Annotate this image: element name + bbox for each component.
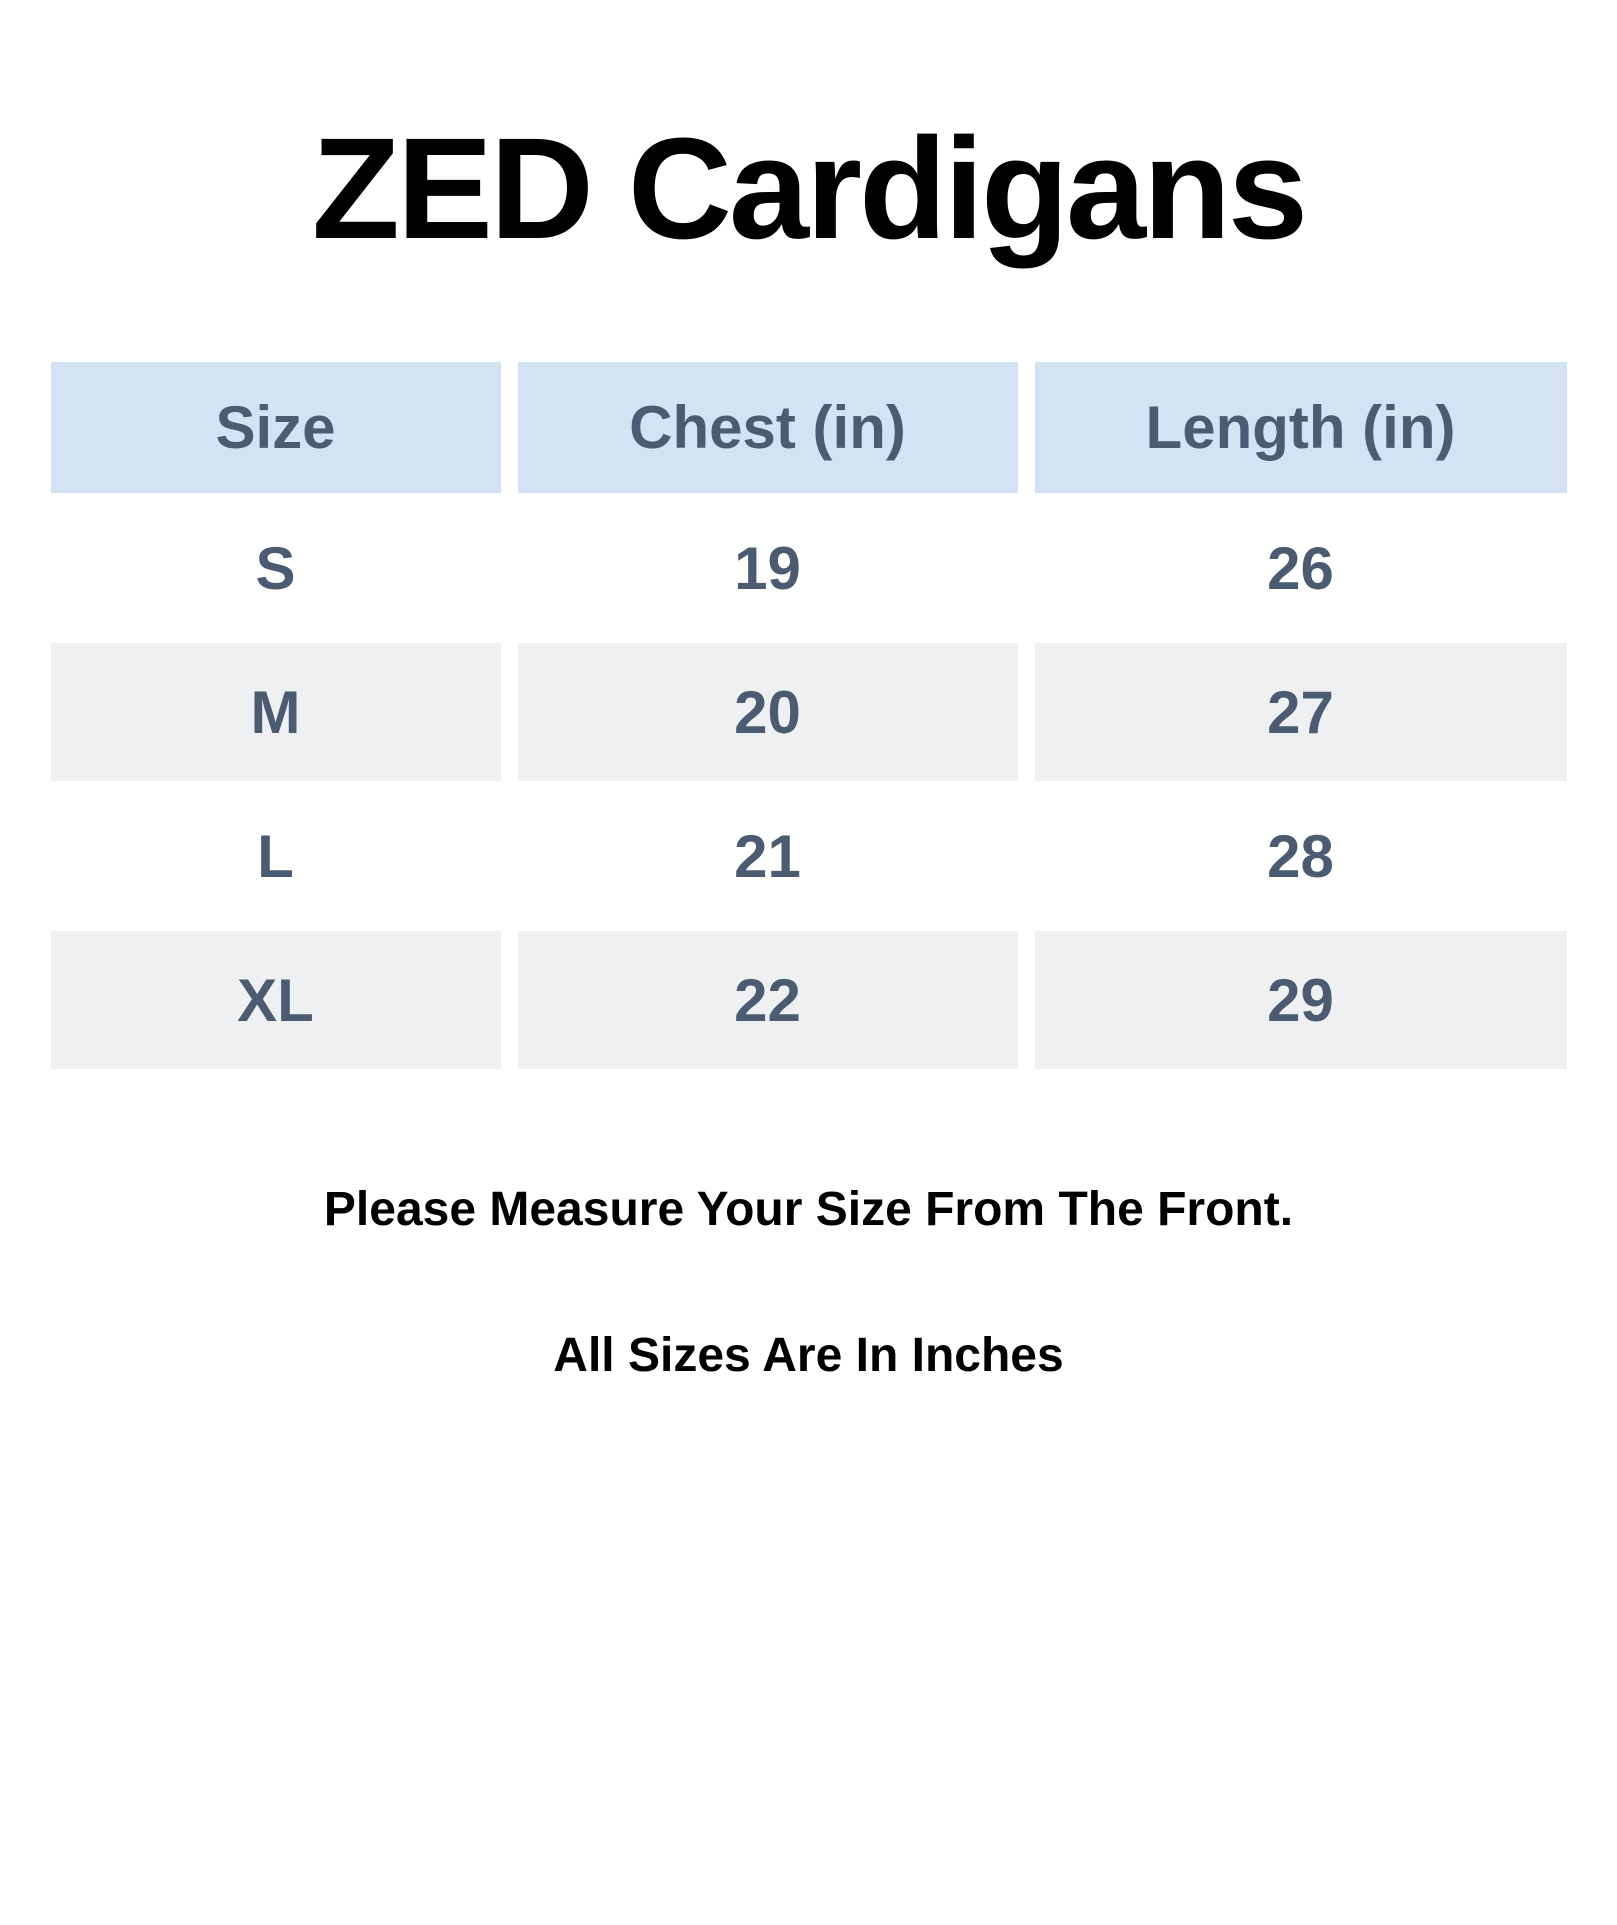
size-chart-table (51, 362, 1567, 1069)
cell-chest-s: 19 (734, 534, 801, 602)
table-row-xl (51, 931, 1567, 1069)
column-header-length: Length (in) (1035, 362, 1567, 493)
cell-chest-l: 21 (734, 822, 801, 890)
cell-size-l: L (257, 822, 294, 890)
table-row-m (51, 643, 1567, 781)
column-header-chest: Chest (in) (518, 362, 1018, 493)
units-note: All Sizes Are In Inches (553, 1329, 1064, 1382)
table-row-s (51, 499, 1567, 637)
cell-size-m: M (51, 643, 501, 781)
page-title: ZED Cardigans (311, 108, 1306, 269)
cell-chest-xl: 22 (518, 931, 1018, 1069)
cell-size-s: S (255, 534, 296, 602)
cell-length-m: 27 (1035, 643, 1567, 781)
cell-size-xl: XL (51, 931, 501, 1069)
table-row-l (51, 787, 1567, 925)
cell-length-l: 28 (1267, 822, 1334, 890)
column-header-size: Size (51, 362, 501, 493)
cell-length-s: 26 (1267, 534, 1334, 602)
cell-length-xl: 29 (1035, 931, 1567, 1069)
table-header-row (51, 362, 1567, 493)
cell-chest-m: 20 (518, 643, 1018, 781)
measurement-note: Please Measure Your Size From The Front. (323, 1183, 1294, 1236)
